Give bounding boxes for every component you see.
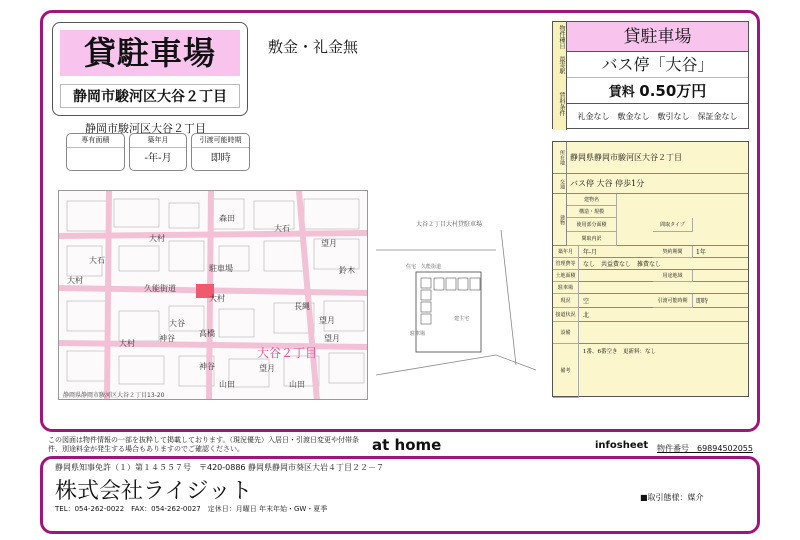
map-label: 望月 [259,364,275,373]
map-label: 山田 [289,380,305,389]
map-label: 神谷 [159,334,175,343]
company-name: 株式会社ライジット [55,479,253,504]
parking-row [553,282,748,294]
side-label: 最寄駅 [553,52,567,78]
spec-area [66,133,125,171]
map-label: 望月 [324,334,340,343]
row-label: 所在地 [553,142,567,173]
location-map-svg [59,191,368,400]
cell-label: 築年月 [553,246,579,258]
row-label: 建物 [553,194,567,245]
built-row [553,246,748,258]
deposit-note: 敷金・礼金無 [268,38,359,56]
spec-label: 築年月 [130,134,187,148]
map-caption: 静岡県静岡市駿河区大谷２丁目13-20 [63,392,165,399]
location-row [553,142,748,174]
map-label: 大村 [209,294,225,303]
building-section [553,194,748,246]
disclaimer: この図面は物件情報の一部を抜粋して掲載しております。（現況優先）入居日・引渡日変更や付帯条件、別途料金が発生する場合もありますのでご確認ください。 [48,436,359,453]
status-value: 空 [583,298,590,305]
layout-label: 建主宅 [454,316,470,322]
transit-row [553,174,748,194]
map-label: 森田 [219,214,235,223]
infosheet-label: infosheet [595,440,649,451]
map-label: 久能街道 [144,284,176,293]
rent-conditions: 礼金なし 敷金なし 敷引なし 保証金なし [577,112,738,121]
summary-panel [552,21,749,129]
map-label: 大村 [119,339,135,348]
mgmt-value: なし 共益費なし 雑費なし [583,261,662,268]
map-label: 望月 [321,239,337,248]
handover-value: 即時 [696,298,709,305]
contract-value: 1年 [696,249,706,256]
cell-label: 引渡可能時期 [653,294,693,308]
property-address: 静岡市駿河区大谷２丁目 [60,84,240,108]
cell-label: 設備 [553,322,579,344]
cell-label: 使用部分面積 [567,218,617,232]
map-label: 高橋 [199,329,215,338]
rent-label: 賃料 [608,85,635,100]
notes-value: 1番、6番空き 更新料：なし [583,349,656,355]
cell-label: 駐車場 [553,282,579,294]
map-label: 鈴木 [339,266,355,275]
map-label: 山田 [219,380,235,389]
map-label: 大谷 [169,319,185,328]
cell-label: 備考 [553,344,579,398]
location-value: 静岡県静岡市駿河区大谷２丁目 [570,153,682,162]
facilities-row [553,322,748,344]
land-row [553,270,748,282]
spec-label: 引渡可能時期 [192,134,249,148]
contact-info: TEL：054-262-0022 FAX：054-262-0027 定休日：月曜日 年末年始・GW・夏季 [55,505,328,513]
rent [567,78,748,104]
status-row [553,294,748,308]
transit-value: バス停 大谷 停歩1分 [570,179,645,188]
side-label: 賃料条件 [553,78,567,130]
map-label: 大村 [67,276,83,285]
athome-logo: at home [372,436,442,454]
cell-label: 間取内訳 [567,232,617,246]
cell-label: 管理費等 [553,258,579,270]
cell-label: 接道状況 [553,308,579,322]
map-area-label: 大谷２丁目 [257,346,318,360]
parking-layout [376,190,544,400]
rent-value: 0.50万円 [639,82,707,100]
spec-value: -年-月 [144,153,172,164]
layout-label: 駐車場 [410,331,426,337]
cell-label: 間取タイプ [653,218,693,232]
map-label: 駐車場 [209,264,233,273]
map-label: 神谷 [199,362,215,371]
spec-label: 専有面積 [67,134,124,148]
sub-address: 静岡市駿河区大谷２丁目 [85,122,206,135]
spec-built [129,133,188,171]
deal-type: ■取引態様：媒介 [640,493,704,502]
layout-header: 大谷２丁目大村貸駐車場 [416,221,483,228]
nearest-bus-stop: バス停「大谷」 [567,52,748,78]
road-row [553,308,748,322]
map-label: 大石 [89,256,105,265]
property-title: 貸駐車場 [60,30,240,76]
map-label: 大村 [149,234,165,243]
spec-handover [191,133,250,171]
map-label: 望月 [319,316,335,325]
road-value: 北 [583,312,590,319]
cell-label: 契約期間 [653,246,693,258]
spec-value: 即時 [210,153,231,164]
map-label: 長縄 [294,302,310,311]
mgmt-row [553,258,748,270]
side-label: 物件種目 [553,22,567,52]
row-label: 交通 [553,174,567,193]
spec-boxes [66,133,250,171]
cell-label: 用途地域 [653,270,693,282]
property-number: 物件番号 69894502055 [657,444,753,453]
parking-layout-svg [376,190,544,400]
cell-label: 建物名 [567,194,617,206]
built-value: 年-月 [583,249,598,256]
layout-label: 住宅 久能街道 [406,264,442,270]
map-label: 大石 [274,224,290,233]
panel-title: 貸駐車場 [567,22,748,52]
cell-label: 構造・規模 [567,206,617,218]
notes-row [553,344,748,398]
details-panel [552,141,749,397]
license-info: 静岡県知事免許（１）第１４５５７号 〒420-0886 静岡県静岡市葵区大岩４丁目２２－７ [55,463,385,472]
location-map [58,190,368,400]
cell-label: 土地面積 [553,270,579,282]
cell-label: 現況 [553,294,579,308]
